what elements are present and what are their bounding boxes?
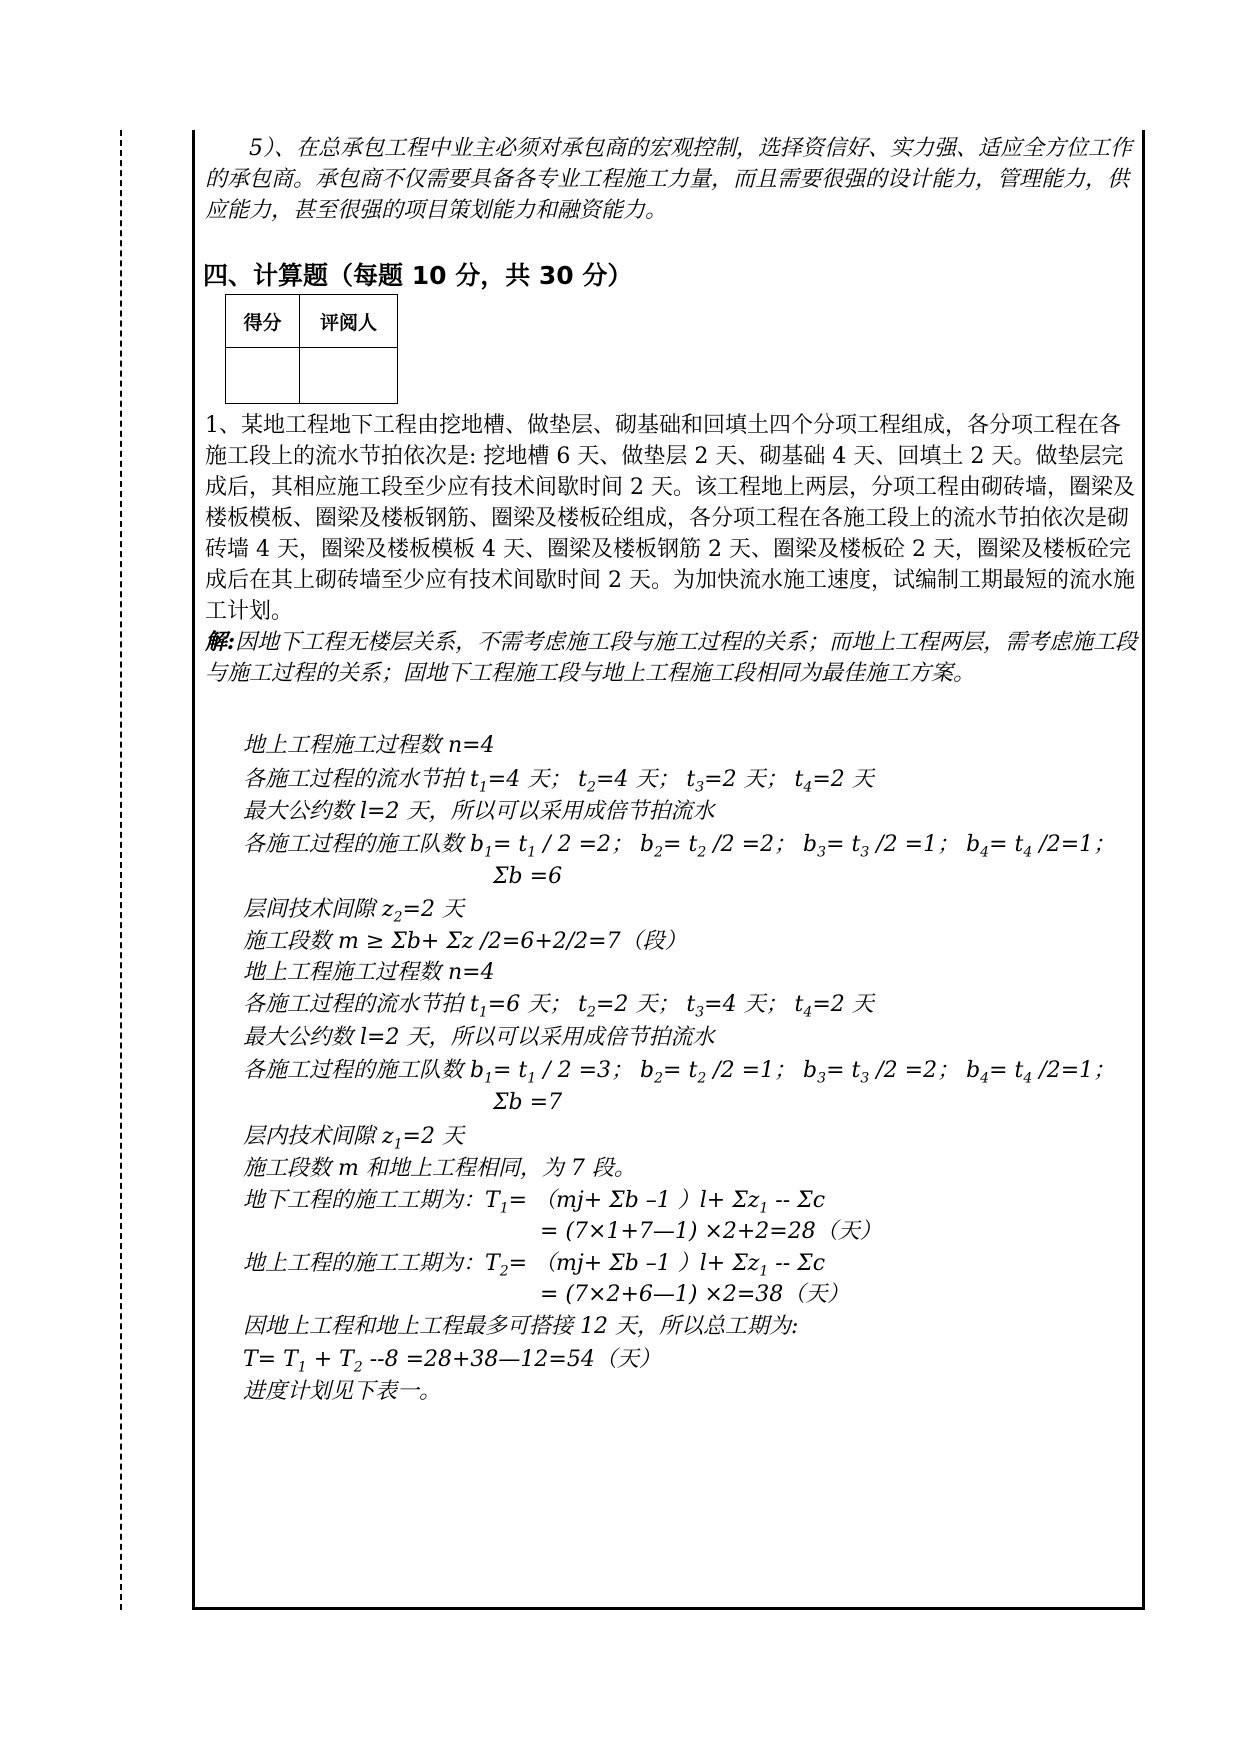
score-table: [225, 294, 398, 404]
sol-line-18: = (7×2+6—1) ×2=38（天）: [540, 1282, 850, 1307]
sol-line-4: 各施工过程的施工队数 $b_1= t_1 / 2 =2$； $b_2= t_2$ /2 =2； $b_3= t_3$ /2 =1； $b_4= t_4$ /2=1；: [243, 832, 1116, 861]
solution-label: 解:: [205, 629, 236, 655]
reviewer-cell: [300, 348, 398, 404]
sol-line-16: = (7×1+7—1) ×2+2=28（天）: [540, 1219, 882, 1244]
sol-line-21: 进度计划见下表一。: [243, 1379, 442, 1404]
sol-line-13: 层内技术间隙 $z_1=2$ 天: [243, 1124, 464, 1153]
score-cell: [226, 348, 300, 404]
sol-line-2: 各施工过程的流水节拍 $t_1=4$ 天； $t_2=4$ 天； $t_3=2$ 天； $t_4=2$ 天: [243, 767, 874, 796]
sol-line-6: 层间技术间隙 $z_2=2$ 天: [243, 897, 464, 926]
section-title: 四、计算题（每题 10 分，共 30 分）: [203, 261, 633, 290]
question-1: 1、某地工程地下工程由挖地槽、做垫层、砌基础和回填土四个分项工程组成，各分项工程在各施工段上的流水节拍依次是: 挖地槽 6 天、做垫层 2 天、砌基础 4 天、回填土 2 天。做垫层完成后，其相应施工段至少应有技术间歇时间 2 天。该工程地上两层，分项工程由砌砖墙，圈梁及楼板模板、圈梁及楼板钢筋、圈梁及楼板砼组成，各分项工程在各施工段上的流水节拍依次是砌砖墙 4 天，圈梁及楼板模板 4 天、圈梁及楼板钢筋 2 天、圈梁及楼板砼 2 天，圈梁及楼板砼完成后在其上砌砖墙至少应有技术间歇时间 2 天。为加快流水施工速度，试编制工期最短的流水施工计划。: [205, 413, 1135, 624]
sol-line-5: Σb =6: [493, 864, 563, 889]
sol-line-1: 地上工程施工过程数 n=4: [243, 733, 495, 758]
sol-line-7: 施工段数 m ≥ Σb+ Σz /2=6+2/2=7（段）: [243, 929, 687, 954]
sol-line-8: 地上工程施工过程数 n=4: [243, 960, 495, 985]
sol-line-20: $T= T_1 + T_2$ --8 =28+38—12=54（天）: [243, 1347, 661, 1376]
answer-paragraph-5: 5）、在总承包工程中业主必须对承包商的宏观控制，选择资信好、实力强、适应全方位工作的承包商。承包商不仅需要具备各专业工程施工力量，而且需要很强的设计能力，管理能力，供应能力，甚至很强的项目策划能力和融资能力。: [205, 136, 1133, 223]
score-header: 得分: [226, 295, 300, 348]
sol-line-19: 因地上工程和地上工程最多可搭接 12 天，所以总工期为:: [243, 1314, 799, 1339]
sol-line-3: 最大公约数 l=2 天，所以可以采用成倍节拍流水: [243, 799, 715, 824]
sol-line-14: 施工段数 m 和地上工程相同，为 7 段。: [243, 1156, 636, 1181]
sol-line-15: 地下工程的施工工期为：$T_1= (mj+ \Sigma b$ –1 ）$l+ \Sigma z_1 -- \Sigma c$: [243, 1188, 826, 1217]
sol-line-9: 各施工过程的流水节拍 $t_1=6$ 天； $t_2=2$ 天； $t_3=4$ 天； $t_4=2$ 天: [243, 992, 874, 1021]
sol-line-11: 各施工过程的施工队数 $b_1= t_1 / 2 =3$； $b_2= t_2$ /2 =1； $b_3= t_3$ /2 =2； $b_4= t_4$ /2=1；: [243, 1058, 1116, 1087]
reviewer-header: 评阅人: [300, 295, 398, 348]
solution-intro: 解:因地下工程无楼层关系，不需考虑施工段与施工过程的关系；而地上工程两层，需考虑施工段与施工过程的关系；固地下工程施工段与地上工程施工段相同为最佳施工方案。: [205, 629, 1138, 686]
sol-line-10: 最大公约数 l=2 天，所以可以采用成倍节拍流水: [243, 1025, 715, 1050]
sol-line-12: Σb =7: [493, 1090, 563, 1115]
sol-line-17: 地上工程的施工工期为：$T_2= (mj+ \Sigma b$ –1 ）$l+ \Sigma z_1 -- \Sigma c$: [243, 1251, 826, 1280]
binding-dashed-line: [120, 130, 122, 1610]
